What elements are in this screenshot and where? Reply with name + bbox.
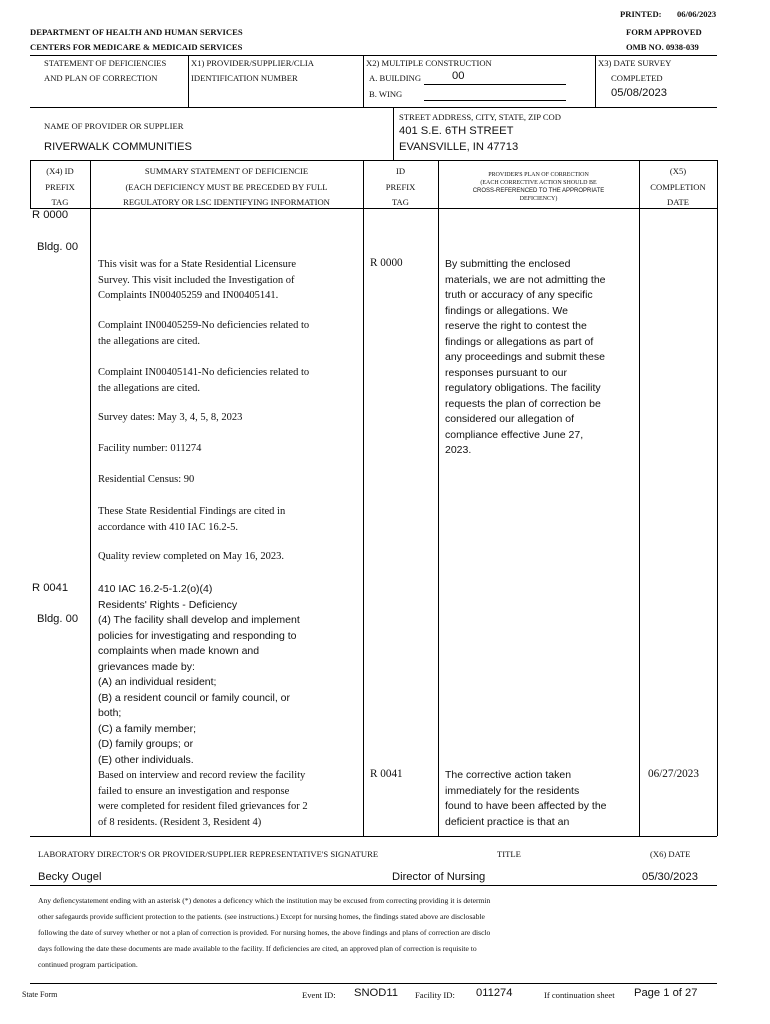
x5-header-2: COMPLETION [650, 182, 706, 192]
bldg-r0041: Bldg. 00 [37, 613, 79, 625]
id-tag-r0000: R 0000 [370, 257, 403, 269]
tag-r0000: R 0000 [32, 209, 69, 221]
address-line-1: 401 S.E. 6TH STREET [399, 125, 514, 137]
x4-header-2: PREFIX [45, 182, 75, 192]
signature-label: LABORATORY DIRECTOR'S OR PROVIDER/SUPPLIER REPRESENTATIVE'S SIGNATURE [38, 849, 379, 859]
provider-name: RIVERWALK COMMUNITIES [44, 141, 192, 153]
facility-id-label: Facility ID: [415, 990, 455, 1000]
x5-header-1: (X5) [669, 166, 687, 176]
summary-quality-review: Quality review completed on May 16, 2023. [98, 551, 285, 562]
disclaimer-text: Any defiencystatement ending with an asterisk (*) denotes a deficency which the institution may be excused from correcting providing it is determin other safegaurds provide sufficient protection to the patients. (see instructions.) Except for nursing homes, the findings stated above are disclosable following the date of survey whether or not a plan of correction is provided. For nursing homes, the above findings and plans of correction are disclo days following the date these documents are made available to the facility. If deficiencies are cited, an approved plan of correction is requisite to continued program participation. [38, 896, 491, 969]
x5-header-3: DATE [667, 197, 689, 207]
summary-survey-dates: Survey dates: May 3, 4, 5, 8, 2023 [98, 412, 243, 423]
summary-facility-number: Facility number: 011274 [98, 443, 202, 454]
id-header-3: TAG [392, 197, 409, 207]
statement-label-2: AND PLAN OF CORRECTION [44, 73, 158, 83]
summary-census: Residential Census: 90 [98, 474, 195, 485]
survey-completed-date: 05/08/2023 [611, 87, 667, 99]
centers-heading: CENTERS FOR MEDICARE & MEDICAID SERVICES [30, 42, 243, 52]
address-line-2: EVANSVILLE, IN 47713 [399, 141, 519, 153]
summary-header-2: (EACH DEFICIENCY MUST BE PRECEDED BY FULL [125, 182, 328, 192]
x4-header-3: TAG [51, 197, 69, 207]
printed-date: 06/06/2023 [677, 9, 717, 19]
event-id-label: Event ID: [302, 990, 336, 1000]
bldg-r0000: Bldg. 00 [37, 241, 79, 253]
building-label: A. BUILDING [369, 73, 422, 83]
summary-header-1: SUMMARY STATEMENT OF DEFICIENCIE [144, 166, 309, 176]
wing-label: B. WING [369, 89, 403, 99]
signature-title: Director of Nursing [392, 871, 486, 883]
id-header-2: PREFIX [385, 182, 416, 192]
id-tag-r0041: R 0041 [370, 768, 403, 780]
summary-findings: These State Residential Findings are cited in accordance with 410 IAC 16.2-5. [98, 506, 286, 533]
continuation-label: If continuation sheet [544, 990, 615, 1000]
summary-complaint-2: Complaint IN00405141-No deficiencies related to the allegations are cited. [98, 367, 310, 394]
completion-date-r0041: 06/27/2023 [648, 768, 699, 780]
page-number: Page 1 of 27 [634, 987, 698, 999]
form-approved: FORM APPROVED [626, 27, 702, 37]
summary-header-3: REGULATORY OR LSC IDENTIFYING INFORMATION [123, 197, 330, 207]
x1-label-2: IDENTIFICATION NUMBER [191, 73, 298, 83]
title-label: TITLE [497, 849, 521, 859]
plan-header-1: PROVIDER'S PLAN OF CORRECTION [488, 172, 589, 178]
summary-visit: This visit was for a State Residential Licensure Survey. This visit included the Investigation of Complaints IN00405259 and IN00405141. [98, 259, 296, 301]
x1-label-1: X1) PROVIDER/SUPPLIER/CLIA [191, 58, 314, 68]
department-heading: DEPARTMENT OF HEALTH AND HUMAN SERVICES [30, 27, 243, 37]
x4-header-1: (X4) ID [46, 166, 74, 176]
facility-id-value: 011274 [476, 987, 513, 999]
plan-header-3: CROSS-REFERENCED TO THE APPROPRIATE [472, 188, 605, 194]
signature-name: Becky Ougel [38, 871, 102, 883]
summary-complaint-1: Complaint IN00405259-No deficiencies related to the allegations are cited. [98, 320, 310, 347]
printed-label: PRINTED: [620, 9, 662, 19]
signature-date-label: (X6) DATE [650, 849, 691, 859]
x3-label-1: X3) DATE SURVEY [598, 58, 672, 68]
summary-grievance-finding: Based on interview and record review the facility failed to ensure an investigation and response were completed for resident filed grievances for 2 of 8 residents. (Resident 3, Resident 4) [98, 770, 308, 828]
statement-label-1: STATEMENT OF DEFICIENCIES [44, 58, 167, 68]
tag-r0041: R 0041 [32, 582, 69, 594]
plan-r0041: The corrective action taken immediately for the residents found to have been affected by the deficient practice is that an [445, 769, 607, 828]
provider-name-label: NAME OF PROVIDER OR SUPPLIER [44, 121, 184, 131]
omb-number: OMB NO. 0938-039 [626, 42, 699, 52]
plan-header-4: DEFICIENCY) [519, 196, 558, 202]
plan-header-2: (EACH CORRECTIVE ACTION SHOULD BE [480, 180, 597, 186]
signature-date: 05/30/2023 [642, 871, 698, 883]
plan-r0000: By submitting the enclosed materials, we are not admitting the truth or accuracy of any specific findings or allegations. We reserve the right to contest the findings or allegations as part of any proceedings and submit these responses pursuant to our regulatory obligations. The facility requests the plan of correction be considered our allegation of compliance effective June 27, 2023. [445, 258, 606, 456]
event-id-value: SNOD11 [354, 987, 398, 999]
building-value: 00 [452, 70, 465, 82]
address-label: STREET ADDRESS, CITY, STATE, ZIP COD [399, 112, 561, 122]
id-header-1: ID [395, 166, 406, 176]
x2-label: X2) MULTIPLE CONSTRUCTION [366, 58, 492, 68]
x3-label-2: COMPLETED [611, 73, 663, 83]
state-form-label: State Form [22, 990, 58, 999]
summary-regulation: 410 IAC 16.2-5-1.2(o)(4) Residents' Rights - Deficiency (4) The facility shall develop and implement policies for investigating and responding to complaints when made known and grievances made by: (A) an individual resident; (B) a resident council or family council, or both; (C) a family member; (D) family groups; or (E) other individuals. [98, 583, 300, 766]
